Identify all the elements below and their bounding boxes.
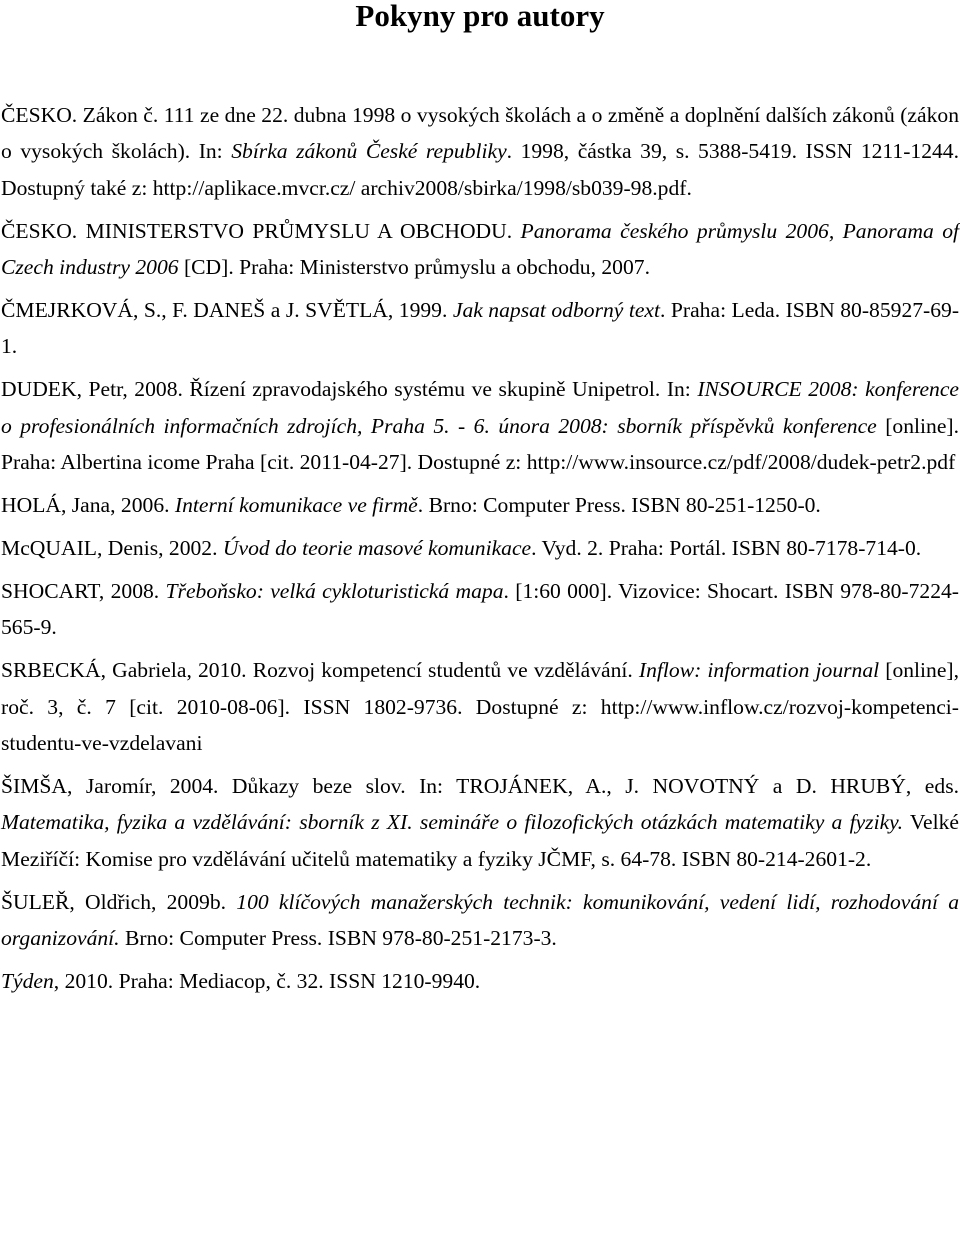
reference-text: [online], roč. 3, č. 7 [cit. 2010-08-06]. ISSN 1802-9736. Dostupné z: http://www.inflow.cz/rozvoj-kompetenci-studentu-ve-vzdelavani (1, 658, 960, 755)
reference-text: , 2010. Praha: Mediacop, č. 32. ISSN 1210-9940. (53, 968, 481, 993)
reference-text: . [1:60 000]. Vizovice: Shocart. ISBN 978-80-7224-565-9. (1, 578, 960, 640)
reference-entry (1, 97, 959, 206)
reference-title-italic: Matematika, fyzika a vzdělávání: sborník z XI. semináře o filozofických otázkách matematiky a fyziky. (1, 810, 903, 835)
reference-title-italic: INSOURCE 2008: konference o profesionálních informačních zdrojích, Praha 5. - 6. února 2008: sborník příspěvků konference (1, 377, 960, 438)
reference-entry (1, 768, 959, 877)
reference-entry (1, 963, 959, 999)
reference-entry (1, 213, 959, 286)
reference-entry (1, 652, 959, 761)
reference-text: . Praha: Leda. ISBN 80-85927-69-1. (1, 298, 960, 359)
reference-title-italic: Úvod do teorie masové komunikace (222, 535, 532, 560)
reference-text: . Brno: Computer Press. ISBN 80-251-1250-0. (417, 493, 821, 518)
reference-text: [online]. Praha: Albertina icome Praha [cit. 2011-04-27]. Dostupné z: http://www.insource.cz/pdf/2008/dudek-petr2.pdf (1, 413, 959, 475)
reference-text: ŠIMŠA, Jaromír, 2004. Důkazy beze slov. In: TROJÁNEK, A., J. NOVOTNÝ a D. HRUBÝ, eds. (1, 773, 959, 798)
reference-text: Velké Meziříčí: Komise pro vzdělávání učitelů matematiky a fyziky JČMF, s. 64-78. ISBN 80-214-2601-2. (1, 810, 959, 871)
reference-title-italic: Týden (1, 968, 54, 993)
reference-entry (1, 371, 959, 480)
reference-text: . 1998, částka 39, s. 5388-5419. ISSN 1211-1244. Dostupný také z: http://aplikace.mvcr.cz/ archiv2008/sbirka/1998/sb039-98.pdf. (1, 139, 959, 200)
reference-text: Brno: Computer Press. ISBN 978-80-251-2173-3. (119, 926, 557, 951)
reference-text: ČESKO. MINISTERSTVO PRŮMYSLU A OBCHODU. (1, 218, 521, 243)
reference-title-italic: Sbírka zákonů České republiky (231, 139, 507, 164)
reference-entry (1, 292, 959, 365)
reference-text: [CD]. Praha: Ministerstvo průmyslu a obchodu, 2007. (178, 255, 650, 280)
reference-title-italic: 100 klíčových manažerských technik: komunikování, vedení lidí, rozhodování a organizování. (1, 889, 959, 951)
reference-title-italic: Panorama českého průmyslu 2006, Panorama of Czech industry 2006 (1, 218, 959, 280)
reference-entry (1, 884, 959, 957)
reference-title-italic: Třeboňsko: velká cykloturistická mapa (165, 578, 504, 603)
reference-text: HOLÁ, Jana, 2006. (1, 493, 175, 518)
reference-list (0, 97, 960, 999)
reference-text: McQUAIL, Denis, 2002. (1, 535, 223, 560)
reference-entry (1, 487, 959, 523)
reference-title-italic: Interní komunikace ve firmě (174, 493, 418, 518)
reference-text: DUDEK, Petr, 2008. Řízení zpravodajského systému ve skupině Unipetrol. In: (1, 377, 698, 402)
reference-text: SRBECKÁ, Gabriela, 2010. Rozvoj kompetencí studentů ve vzdělávání. (1, 658, 639, 683)
reference-entry (1, 573, 959, 646)
reference-text: SHOCART, 2008. (1, 578, 166, 603)
reference-text: ČESKO. Zákon č. 111 ze dne 22. dubna 1998 o vysokých školách a o změně a doplnění dalších zákonů (zákon o vysokých školách). In: (1, 103, 959, 164)
reference-text: ŠULEŘ, Oldřich, 2009b. (1, 889, 237, 914)
reference-title-italic: Jak napsat odborný text (452, 298, 661, 323)
reference-entry (1, 530, 959, 566)
reference-text: . Vyd. 2. Praha: Portál. ISBN 80-7178-714-0. (531, 535, 922, 560)
reference-title-italic: Inflow: information journal (638, 658, 880, 683)
reference-text: ČMEJRKOVÁ, S., F. DANEŠ a J. SVĚTLÁ, 1999. (1, 298, 453, 323)
page-title: Pokyny pro autory (355, 0, 605, 33)
